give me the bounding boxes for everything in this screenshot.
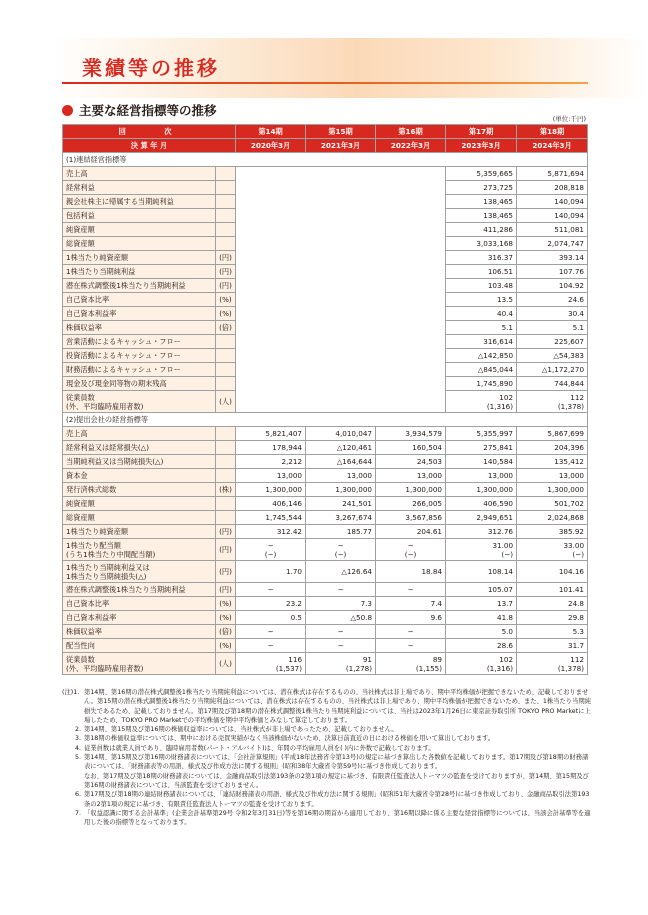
row-label: 純資産額 xyxy=(63,497,216,511)
row-unit xyxy=(216,237,236,251)
footnote xyxy=(62,734,592,743)
value-line-2: (−) xyxy=(501,549,514,559)
value-17: 40.4 xyxy=(446,307,517,321)
value-line-1: − xyxy=(337,540,344,550)
value-16: − xyxy=(376,583,446,597)
value-line-1: 91 xyxy=(362,654,373,664)
value-18: 208,818 xyxy=(517,181,588,195)
value-line-2: (1,378) xyxy=(557,401,585,411)
header-row-periods xyxy=(63,125,588,139)
value-16: 9.6 xyxy=(376,611,446,625)
value-17: 138,465 xyxy=(446,195,517,209)
value-17: 5.0 xyxy=(446,625,517,639)
row-label: 配当性向 xyxy=(63,639,216,653)
value-17: 5,355,997 xyxy=(446,427,517,441)
value-17: 106.51 xyxy=(446,265,517,279)
row-unit xyxy=(216,377,236,391)
row-label: 投資活動によるキャッシュ・フロー xyxy=(63,349,216,363)
date-18: 2024年3月 xyxy=(517,139,588,153)
row-label: 株価収益率 xyxy=(63,321,216,335)
value-line-1: 112 xyxy=(570,654,585,664)
period-15: 第15期 xyxy=(306,125,376,139)
row-label: 売上高 xyxy=(63,427,216,441)
value-18: 2,024,868 xyxy=(517,511,588,525)
value-17 xyxy=(446,653,517,675)
value-line-1: − xyxy=(407,540,414,550)
row-unit xyxy=(216,469,236,483)
row-label: 総資産額 xyxy=(63,237,216,251)
row-unit: (人) xyxy=(216,391,236,413)
table-row xyxy=(63,427,588,441)
period-17: 第17期 xyxy=(446,125,517,139)
date-14: 2020年3月 xyxy=(236,139,306,153)
value-18: 225,607 xyxy=(517,335,588,349)
footnote-number: 2. xyxy=(74,726,81,734)
footnote-number: 3. xyxy=(74,735,81,743)
period-14: 第14期 xyxy=(236,125,306,139)
value-14: 1.70 xyxy=(236,561,306,583)
value-17: 273,725 xyxy=(446,181,517,195)
value-18: 24.6 xyxy=(517,293,588,307)
row-label: 経常利益又は経常損失(△) xyxy=(63,441,216,455)
row-label: 営業活動によるキャッシュ・フロー xyxy=(63,335,216,349)
dividend-row xyxy=(63,539,588,561)
value-18: 1,300,000 xyxy=(517,483,588,497)
value-14: 2,212 xyxy=(236,455,306,469)
value-line-1: 31.00 xyxy=(492,540,514,550)
row-label: 包括利益 xyxy=(63,209,216,223)
footnote-text: 第14期、第15期及び第16期の財務諸表については、「会社計算規則」(平成18年法務省令第13号)の規定に基づき算出した各数値を記載しております。第17期及び第18期の財務諸表については、「財務諸表等の用語、様式及び作成方法に関する規則」(昭和38年大蔵省令第59号)に基づき作成しております。 xyxy=(84,754,589,771)
footnote xyxy=(62,688,592,725)
value-18: 5.1 xyxy=(517,321,588,335)
value-line-1: − xyxy=(267,540,274,550)
row-label: 現金及び現金同等物の期末残高 xyxy=(63,377,216,391)
value-18: 5,871,694 xyxy=(517,167,588,181)
row-label: 潜在株式調整後1株当たり当期純利益 xyxy=(63,279,216,293)
row-label: 親会社株主に帰属する当期純利益 xyxy=(63,195,216,209)
value-14: 1,745,544 xyxy=(236,511,306,525)
value-16: 13,000 xyxy=(376,469,446,483)
value-18: 5.3 xyxy=(517,625,588,639)
value-18 xyxy=(517,653,588,675)
value-16: 3,567,856 xyxy=(376,511,446,525)
date-17: 2023年3月 xyxy=(446,139,517,153)
footnote-text: 第17期及び第18期の連結財務諸表については、「連結財務諸表の用語、様式及び作成方法に関する規則」(昭和51年大蔵省令第28号)に基づき作成しており、金融商品取引法第193条の2第1項の規定に基づき、有限責任監査法人トーマツの監査を受けております。 xyxy=(84,791,590,808)
value-line-1: 112 xyxy=(570,392,585,402)
employees-row xyxy=(63,653,588,675)
value-18: 104.92 xyxy=(517,279,588,293)
table-row xyxy=(63,583,588,597)
footnote xyxy=(62,772,592,791)
value-17: 41.8 xyxy=(446,611,517,625)
label-line-1: 1株当たり配当額 xyxy=(66,540,121,550)
value-18: 393.14 xyxy=(517,251,588,265)
value-14: − xyxy=(236,639,306,653)
row-unit: (円) xyxy=(216,265,236,279)
value-line-2: (1,316) xyxy=(486,663,514,673)
value-14: 1,300,000 xyxy=(236,483,306,497)
value-17: 28.6 xyxy=(446,639,517,653)
value-14: 23.2 xyxy=(236,597,306,611)
unit-label: (単位:千円) xyxy=(552,115,586,123)
value-17 xyxy=(446,539,517,561)
value-17 xyxy=(446,391,517,413)
row-unit: (円) xyxy=(216,539,236,561)
value-17: △142,850 xyxy=(446,349,517,363)
row-unit xyxy=(216,209,236,223)
value-17: 275,841 xyxy=(446,441,517,455)
value-14 xyxy=(236,653,306,675)
row-unit: (%) xyxy=(216,639,236,653)
footnote-text: なお、第17期及び第18期の財務諸表については、金融商品取引法第193条の2第1項の規定に基づき、有限責任監査法人トーマツの監査を受けておりますが、第14期、第15期及び第16期の財務諸表については、当該監査を受けておりません。 xyxy=(84,772,589,789)
value-17: 406,590 xyxy=(446,497,517,511)
value-line-2: (1,316) xyxy=(486,401,514,411)
value-16: − xyxy=(376,625,446,639)
value-17: 2,949,651 xyxy=(446,511,517,525)
row-label: 純資産額 xyxy=(63,223,216,237)
label-line-1: 従業員数 xyxy=(66,392,95,402)
value-17: 1,300,000 xyxy=(446,483,517,497)
row-label xyxy=(63,539,216,561)
date-16: 2022年3月 xyxy=(376,139,446,153)
value-18: 204,396 xyxy=(517,441,588,455)
value-18: 29.8 xyxy=(517,611,588,625)
row-unit: (円) xyxy=(216,525,236,539)
value-18: △1,172,270 xyxy=(517,363,588,377)
value-line-2: (−) xyxy=(404,549,417,559)
eps-row xyxy=(63,561,588,583)
value-15: △164,644 xyxy=(306,455,376,469)
value-16: 24,503 xyxy=(376,455,446,469)
table-row xyxy=(63,167,588,181)
footnote-number xyxy=(62,772,84,791)
value-line-1: 102 xyxy=(499,654,514,664)
footnote xyxy=(62,790,592,809)
footnote-text: 第14期、第16期の潜在株式調整後1株当たり当期純利益については、潜在株式は存在するものの、当社株式は非上場であり、期中平均株価が把握できないため、記載しておりません。第15期の潜在株式調整後1株当たり当期純利益については、潜在株式は存在するものの、当社株式は非上場であり、期中平均株価が把握できないため、また、1株当たり当期純損失であるため、記載しておりません。第17期及び第18期の潜在株式調整後1株当たり当期純利益については、当社は2023年1月26日に東京証券取引所 TOKYO PRO Marketに上場したため、TOKYO PRO Marketでの平均株価を期中平均株価とみなして算定しております。 xyxy=(84,689,591,724)
page-header xyxy=(0,38,648,98)
row-label: 潜在株式調整後1株当たり当期純利益 xyxy=(63,583,216,597)
date-15: 2021年3月 xyxy=(306,139,376,153)
value-16: 7.4 xyxy=(376,597,446,611)
value-18 xyxy=(517,391,588,413)
row-unit: (人) xyxy=(216,653,236,675)
row-label: 総資産額 xyxy=(63,511,216,525)
row-unit: (%) xyxy=(216,597,236,611)
period-16: 第16期 xyxy=(376,125,446,139)
table-row xyxy=(63,525,588,539)
row-label: 自己資本比率 xyxy=(63,293,216,307)
row-label xyxy=(63,391,216,413)
footnote-text: 「収益認識に関する会計基準」(企業会計基準第29号 令和2年3月31日)等を第16期の期首から適用しており、第16期以降に係る主要な経営指標等については、当該会計基準等を適用した後の指標等となっております。 xyxy=(84,809,591,827)
row-label: 株価収益率 xyxy=(63,625,216,639)
value-15: 13,000 xyxy=(306,469,376,483)
value-14 xyxy=(236,539,306,561)
row-unit: (円) xyxy=(216,251,236,265)
table-row xyxy=(63,639,588,653)
blank-cell xyxy=(236,167,446,413)
table-row xyxy=(63,497,588,511)
value-18: 501,702 xyxy=(517,497,588,511)
row-label: 自己資本比率 xyxy=(63,597,216,611)
row-unit xyxy=(216,427,236,441)
value-18: 744,844 xyxy=(517,377,588,391)
value-15: 4,010,047 xyxy=(306,427,376,441)
value-18: 135,412 xyxy=(517,455,588,469)
footnote xyxy=(62,753,592,772)
header-label-period: 回 次 xyxy=(63,125,236,139)
table-row xyxy=(63,597,588,611)
value-17: 105.07 xyxy=(446,583,517,597)
value-14: 5,821,407 xyxy=(236,427,306,441)
value-18: 104.16 xyxy=(517,561,588,583)
label-line-1: 1株当たり当期純利益又は xyxy=(66,562,150,572)
value-15: 1,300,000 xyxy=(306,483,376,497)
row-unit xyxy=(216,195,236,209)
financial-indicators-table xyxy=(62,124,588,675)
value-14: 406,146 xyxy=(236,497,306,511)
header-underline xyxy=(62,82,588,84)
row-unit xyxy=(216,363,236,377)
row-unit: (倍) xyxy=(216,625,236,639)
row-label: 1株当たり純資産額 xyxy=(63,525,216,539)
value-18: 31.7 xyxy=(517,639,588,653)
label-line-1: 従業員数 xyxy=(66,654,95,664)
value-17: 411,286 xyxy=(446,223,517,237)
value-17: 138,465 xyxy=(446,209,517,223)
table-row xyxy=(63,483,588,497)
value-18: 5,867,699 xyxy=(517,427,588,441)
footnote-number: 7. xyxy=(74,809,81,817)
row-label xyxy=(63,561,216,583)
value-18 xyxy=(517,539,588,561)
value-14: 0.5 xyxy=(236,611,306,625)
section-heading xyxy=(62,101,217,119)
footnote-text: 従業員数は就業人員であり、臨時雇用者数(パート・アルバイト)は、年間の平均雇用人員を( )内に外数で記載しております。 xyxy=(84,744,435,752)
row-unit xyxy=(216,335,236,349)
value-15: − xyxy=(306,639,376,653)
table-row xyxy=(63,455,588,469)
value-line-2: (−) xyxy=(572,549,585,559)
row-unit xyxy=(216,455,236,469)
value-18: 24.8 xyxy=(517,597,588,611)
value-17: 1,745,890 xyxy=(446,377,517,391)
value-18: 140,094 xyxy=(517,209,588,223)
row-unit: (倍) xyxy=(216,321,236,335)
section-heading-cell: (2)提出会社の経営指標等 xyxy=(63,413,588,427)
row-label: 自己資本利益率 xyxy=(63,611,216,625)
label-line-2: 1株当たり当期純損失(△) xyxy=(66,571,147,581)
row-label: 経常利益 xyxy=(63,181,216,195)
value-17: 13.7 xyxy=(446,597,517,611)
footnote-text: 第14期、第15期及び第16期の株価収益率については、当社株式が非上場であったため、記載しておりません。 xyxy=(84,726,398,734)
row-label: 財務活動によるキャッシュ・フロー xyxy=(63,363,216,377)
value-15 xyxy=(306,653,376,675)
value-17: 5,359,665 xyxy=(446,167,517,181)
row-unit: (円) xyxy=(216,583,236,597)
value-line-2: (1,378) xyxy=(557,663,585,673)
row-unit xyxy=(216,441,236,455)
row-unit xyxy=(216,181,236,195)
value-16: 160,504 xyxy=(376,441,446,455)
footnotes xyxy=(62,688,592,827)
row-unit: (%) xyxy=(216,307,236,321)
footnote-number: 6. xyxy=(74,791,81,799)
row-unit xyxy=(216,511,236,525)
value-16 xyxy=(376,653,446,675)
value-17: 103.48 xyxy=(446,279,517,293)
row-label: 当期純利益又は当期純損失(△) xyxy=(63,455,216,469)
row-label: 資本金 xyxy=(63,469,216,483)
value-15: △50.8 xyxy=(306,611,376,625)
value-line-2: (1,278) xyxy=(345,663,373,673)
row-unit: (%) xyxy=(216,611,236,625)
row-unit: (株) xyxy=(216,483,236,497)
value-17: 13.5 xyxy=(446,293,517,307)
period-18: 第18期 xyxy=(517,125,588,139)
header-row-dates xyxy=(63,139,588,153)
section-heading-cell: (1)連結経営指標等 xyxy=(63,153,588,167)
value-17: 316,614 xyxy=(446,335,517,349)
footnote xyxy=(62,725,592,734)
table-row xyxy=(63,611,588,625)
value-15: − xyxy=(306,583,376,597)
value-14: − xyxy=(236,583,306,597)
value-18: △54,383 xyxy=(517,349,588,363)
value-17: 108.14 xyxy=(446,561,517,583)
row-unit: (%) xyxy=(216,293,236,307)
footnote-text: 第18期の株価収益率については、期中における売買実績がなく当該株価がないため、決算日前直近の日における株価を用いて算出しております。 xyxy=(84,735,495,743)
label-line-2: (外、平均臨時雇用者数) xyxy=(66,663,144,673)
value-16: 1,300,000 xyxy=(376,483,446,497)
footnote xyxy=(62,744,592,753)
value-18: 140,094 xyxy=(517,195,588,209)
value-16 xyxy=(376,539,446,561)
value-16: 3,934,579 xyxy=(376,427,446,441)
table-row xyxy=(63,469,588,483)
value-14: 178,944 xyxy=(236,441,306,455)
row-label: 1株当たり当期純利益 xyxy=(63,265,216,279)
standalone-heading-row xyxy=(63,413,588,427)
red-bullet-icon xyxy=(62,105,73,116)
value-18: 385.92 xyxy=(517,525,588,539)
value-15: − xyxy=(306,625,376,639)
value-line-2: (−) xyxy=(334,549,347,559)
header-label-date: 決 算 年 月 xyxy=(63,139,236,153)
value-14: 312.42 xyxy=(236,525,306,539)
value-18: 2,074,747 xyxy=(517,237,588,251)
value-15: 3,267,674 xyxy=(306,511,376,525)
value-line-2: (−) xyxy=(264,549,277,559)
value-line-2: (1,537) xyxy=(275,663,303,673)
value-15: △126.64 xyxy=(306,561,376,583)
value-line-1: 102 xyxy=(499,392,514,402)
value-16: 18.84 xyxy=(376,561,446,583)
row-label: 自己資本利益率 xyxy=(63,307,216,321)
page-title: 業績等の推移 xyxy=(82,56,220,80)
value-17: 5.1 xyxy=(446,321,517,335)
value-15: 241,501 xyxy=(306,497,376,511)
row-unit: (円) xyxy=(216,561,236,583)
footnote-number: (注)1. xyxy=(62,689,80,696)
value-16: 204.61 xyxy=(376,525,446,539)
value-15: △120,461 xyxy=(306,441,376,455)
footnote-number: 4. xyxy=(74,744,81,752)
value-line-1: 116 xyxy=(288,654,303,664)
row-unit xyxy=(216,223,236,237)
row-label: 発行済株式総数 xyxy=(63,483,216,497)
value-16: − xyxy=(376,639,446,653)
label-line-2: (外、平均臨時雇用者数) xyxy=(66,401,144,411)
section-title: 主要な経営指標等の推移 xyxy=(79,103,217,118)
table-row xyxy=(63,625,588,639)
consolidated-heading-row xyxy=(63,153,588,167)
value-16: 266,005 xyxy=(376,497,446,511)
value-18: 101.41 xyxy=(517,583,588,597)
row-label: 売上高 xyxy=(63,167,216,181)
value-18: 13,000 xyxy=(517,469,588,483)
row-unit xyxy=(216,349,236,363)
value-15 xyxy=(306,539,376,561)
value-line-2: (1,155) xyxy=(415,663,443,673)
value-17: △845,044 xyxy=(446,363,517,377)
value-18: 107.76 xyxy=(517,265,588,279)
value-15: 7.3 xyxy=(306,597,376,611)
value-18: 30.4 xyxy=(517,307,588,321)
row-label: 1株当たり純資産額 xyxy=(63,251,216,265)
value-15: 185.77 xyxy=(306,525,376,539)
row-label xyxy=(63,653,216,675)
label-line-2: (うち1株当たり中間配当額) xyxy=(66,549,156,559)
value-17: 140,584 xyxy=(446,455,517,469)
value-17: 3,033,168 xyxy=(446,237,517,251)
footnote-number: 5. xyxy=(74,754,81,762)
value-17: 312.76 xyxy=(446,525,517,539)
table-row xyxy=(63,511,588,525)
row-unit: (円) xyxy=(216,279,236,293)
value-14: − xyxy=(236,625,306,639)
row-unit xyxy=(216,497,236,511)
value-line-1: 89 xyxy=(432,654,443,664)
value-17: 316.37 xyxy=(446,251,517,265)
value-18: 511,081 xyxy=(517,223,588,237)
value-14: 13,000 xyxy=(236,469,306,483)
value-line-1: 33.00 xyxy=(563,540,585,550)
row-unit xyxy=(216,167,236,181)
table-row xyxy=(63,441,588,455)
value-17: 13,000 xyxy=(446,469,517,483)
footnote xyxy=(62,809,592,828)
